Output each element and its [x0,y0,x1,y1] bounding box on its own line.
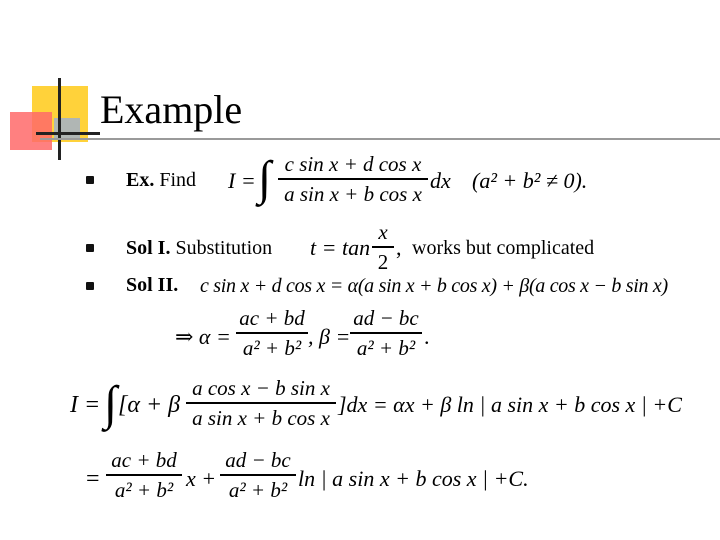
eq3-fraction-alpha [236,306,308,360]
eq5-rhs: ln | a sin x + b cos x | +C. [298,466,529,491]
title-divider [40,138,720,140]
eq5-x-plus: x + [186,466,217,491]
slide-title: Example [100,87,243,132]
bullet-marker [86,244,94,252]
bullet-marker [86,176,94,184]
eq4-fraction [186,376,336,430]
eq3-den1: a² + b² [242,335,302,360]
eq-sub-numerator: x [378,220,388,244]
fraction-bar [350,332,422,334]
eq1-fraction [278,152,428,206]
bullet-2-body: Substitution [170,237,273,259]
eq3-num1: ac + bd [239,306,305,330]
eq5-den1: a² + b² [114,477,174,502]
eq4-denominator: a sin x + b cos x [192,405,330,430]
eq3-arrow: ⇒ α = [175,324,231,349]
bullet-2-text [126,236,272,260]
bullet-1-lead: Ex. [126,169,155,191]
bullet-1-body: Find [154,169,197,191]
bullet-3-lead: Sol II. [126,274,179,296]
integral-sign: ∫ [104,377,118,430]
eq5-num2: ad − bc [225,448,291,472]
eq4-numerator: a cos x − b sin x [192,376,330,400]
fraction-bar [220,474,296,476]
eq4-rhs: ]dx = αx + β ln | a sin x + b cos x | +C [338,392,682,417]
fraction-bar [372,246,394,248]
deco-red-square [10,112,52,150]
eq1-numerator: c sin x + d cos x [284,152,422,176]
eq4-lhs: I = [70,392,101,418]
eq5-fraction-2 [220,448,296,502]
bullet-2-lead: Sol I. [126,237,171,259]
deco-horizontal-line [36,132,100,135]
eq3-fraction-beta [350,306,422,360]
eq3-end: . [424,324,430,349]
bullet-1-text [126,168,196,192]
eq5-den2: a² + b² [228,477,288,502]
fraction-bar [236,332,308,334]
eq-sub-comma: , [396,235,402,260]
fraction-bar [186,402,336,404]
eq4-bracket: [α + β [118,392,181,418]
eq1-lhs: I = [228,168,256,193]
eq3-num2: ad − bc [353,306,419,330]
deco-vertical-line [58,78,61,160]
eq1-dx: dx [430,168,451,193]
eq1-denominator: a sin x + b cos x [284,181,422,206]
eq1-condition: (a² + b² ≠ 0). [472,168,588,193]
eq2: c sin x + d cos x = α(a sin x + b cos x) + β(a cos x − b sin x) [200,275,668,297]
eq5-fraction-1 [106,448,182,502]
fraction-bar [278,178,428,180]
eq-sub-fraction [372,220,394,274]
eq-sub-denominator: 2 [377,249,389,274]
fraction-bar [106,474,182,476]
eq-sub-lhs: t = tan [310,235,371,260]
eq5-num1: ac + bd [111,448,177,472]
bullet-2-tail: works but complicated [412,237,595,259]
eq3-den2: a² + b² [356,335,416,360]
eq3-mid: , β = [308,324,351,349]
bullet-marker [86,282,94,290]
eq5-eq: = [86,466,100,492]
integral-sign: ∫ [258,152,272,205]
